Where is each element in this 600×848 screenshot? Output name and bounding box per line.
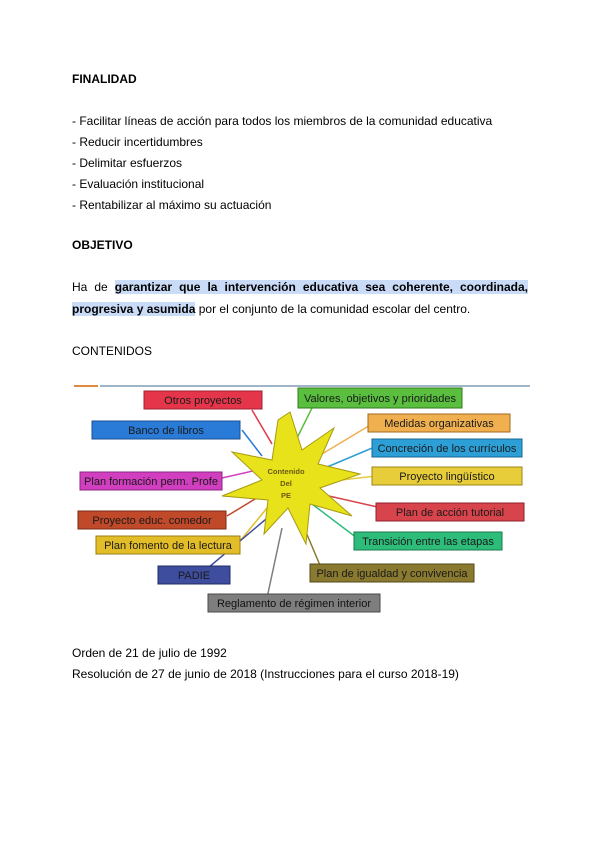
node-fomento-lectura [96, 536, 240, 554]
contenidos-diagram [72, 378, 532, 618]
node-linguistico [372, 467, 522, 485]
reference-line: Orden de 21 de julio de 1992 [72, 646, 227, 660]
center-label-line1: Contenido [267, 467, 305, 476]
contenidos-heading: CONTENIDOS [72, 344, 153, 358]
node-igualdad [310, 564, 474, 582]
node-label: Plan formación perm. Profe [84, 476, 218, 488]
node-label: Banco de libros [128, 425, 204, 437]
node-label: Plan de igualdad y convivencia [316, 568, 468, 580]
node-label: Reglamento de régimen interior [216, 598, 372, 610]
center-label-line3: PE [280, 491, 292, 500]
finalidad-heading: FINALIDAD [72, 72, 137, 86]
node-banco-libros [92, 421, 240, 439]
node-transicion [354, 532, 502, 550]
node-proyecto-comedor [78, 511, 226, 529]
node-label: Medidas organizativas [384, 418, 494, 430]
reference-line: Resolución de 27 de junio de 2018 (Instrucciones para el curso 2018-19) [72, 667, 459, 681]
node-label: Otros proyectos [164, 395, 242, 407]
finalidad-item: - Rentabilizar al máximo su actuación [72, 198, 272, 212]
finalidad-item: - Delimitar esfuerzos [72, 156, 183, 170]
node-plan-formacion [80, 472, 222, 490]
connector-reglamento [267, 528, 282, 598]
objetivo-text-after: por el conjunto de la comunidad escolar del centro. [195, 302, 471, 316]
objetivo-paragraph [72, 276, 528, 320]
objetivo-heading: OBJETIVO [72, 238, 133, 252]
finalidad-item: - Facilitar líneas de acción para todos los miembros de la comunidad educativa [72, 114, 493, 128]
node-label: Plan de acción tutorial [395, 507, 505, 519]
node-medidas [368, 414, 510, 432]
node-label: Valores, objetivos y prioridades [303, 393, 457, 405]
node-label: Plan fomento de la lectura [104, 540, 232, 552]
finalidad-item: - Reducir incertidumbres [72, 135, 203, 149]
node-label: Transición entre las etapas [362, 536, 494, 548]
node-reglamento [208, 594, 380, 612]
connector-formacion [222, 470, 257, 478]
center-label-line2: Del [280, 479, 292, 488]
finalidad-item: - Evaluación institucional [72, 177, 205, 191]
node-label: Proyecto lingüístico [399, 471, 495, 483]
objetivo-text-before: Ha de [72, 280, 115, 294]
node-label: Concreción de los currículos [377, 443, 517, 455]
node-label: PADIE [177, 570, 211, 582]
node-label: Proyecto educ. comedor [92, 515, 212, 527]
objetivo-highlight: garantizar que la intervención educativa sea coherente, coordinada, progresiva y asumida [72, 280, 528, 316]
connector-banco [242, 430, 262, 456]
node-padie [158, 566, 230, 584]
node-concrecion [372, 439, 522, 457]
node-tutorial [376, 503, 524, 521]
node-valores [298, 388, 462, 408]
node-otros-proyectos [144, 391, 262, 409]
connector-lectura [240, 508, 267, 541]
connector-otros [252, 410, 272, 444]
